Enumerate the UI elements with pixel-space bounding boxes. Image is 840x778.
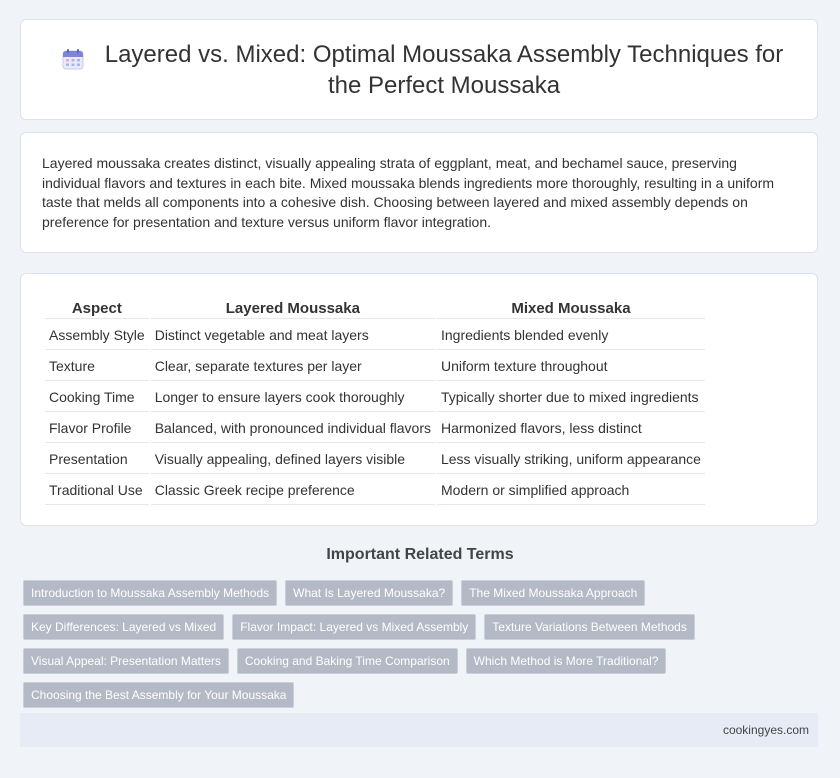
footer [20, 713, 818, 747]
footer-site-name[interactable]: cookingyes.com [722, 723, 809, 737]
header [61, 20, 797, 119]
header-aspect: Aspect [45, 296, 149, 319]
table-row [45, 321, 705, 350]
related-terms-list [23, 580, 723, 708]
table-row [45, 476, 705, 505]
table-cell: Texture [45, 352, 149, 381]
related-term-tag[interactable]: Texture Variations Between Methods [484, 614, 695, 640]
related-term-tag[interactable]: Cooking and Baking Time Comparison [237, 648, 458, 674]
table-cell: Presentation [45, 445, 149, 474]
table-cell: Balanced, with pronounced individual flavors [151, 414, 435, 443]
table-cell: Harmonized flavors, less distinct [437, 414, 705, 443]
table-cell: Assembly Style [45, 321, 149, 350]
table-cell: Classic Greek recipe preference [151, 476, 435, 505]
related-term-tag[interactable]: The Mixed Moussaka Approach [461, 580, 645, 606]
table-cell: Modern or simplified approach [437, 476, 705, 505]
page-title: Layered vs. Mixed: Optimal Moussaka Assembly Techniques for the Perfect Moussaka [104, 40, 784, 99]
related-term-tag[interactable]: What Is Layered Moussaka? [285, 580, 453, 606]
table-row [45, 383, 705, 412]
table-row [45, 352, 705, 381]
table-cell: Less visually striking, uniform appearance [437, 445, 705, 474]
comparison-card [20, 273, 818, 526]
table-cell: Traditional Use [45, 476, 149, 505]
related-terms-heading: Important Related Terms [326, 546, 514, 563]
intro-card [20, 132, 818, 253]
table-cell: Cooking Time [45, 383, 149, 412]
header-layered: Layered Moussaka [151, 296, 435, 319]
calendar-icon [61, 47, 85, 71]
header-mixed: Mixed Moussaka [437, 296, 705, 319]
related-term-tag[interactable]: Visual Appeal: Presentation Matters [23, 648, 229, 674]
table-cell: Typically shorter due to mixed ingredients [437, 383, 705, 412]
table-cell: Visually appealing, defined layers visible [151, 445, 435, 474]
related-term-tag[interactable]: Introduction to Moussaka Assembly Methods [23, 580, 277, 606]
intro-paragraph: Layered moussaka creates distinct, visually appealing strata of eggplant, meat, and bechamel sauce, preserving individual flavors and textures in each bite. Mixed moussaka blends ingredients more thoroughly, resulting in a uniform taste that melds all components into a cohesive dish. Choosing between layered and mixed assembly depends on preference for presentation and texture versus uniform flavor integration. [42, 155, 775, 230]
header-card [20, 19, 818, 120]
comparison-table [43, 294, 707, 507]
table-cell: Distinct vegetable and meat layers [151, 321, 435, 350]
table-cell: Uniform texture throughout [437, 352, 705, 381]
table-cell: Longer to ensure layers cook thoroughly [151, 383, 435, 412]
related-term-tag[interactable]: Which Method is More Traditional? [466, 648, 667, 674]
related-term-tag[interactable]: Flavor Impact: Layered vs Mixed Assembly [232, 614, 476, 640]
table-cell: Clear, separate textures per layer [151, 352, 435, 381]
table-row [45, 445, 705, 474]
table-cell: Ingredients blended evenly [437, 321, 705, 350]
table-header-row [45, 296, 705, 319]
table-row [45, 414, 705, 443]
related-term-tag[interactable]: Key Differences: Layered vs Mixed [23, 614, 224, 640]
related-term-tag[interactable]: Choosing the Best Assembly for Your Moussaka [23, 682, 294, 708]
table-cell: Flavor Profile [45, 414, 149, 443]
